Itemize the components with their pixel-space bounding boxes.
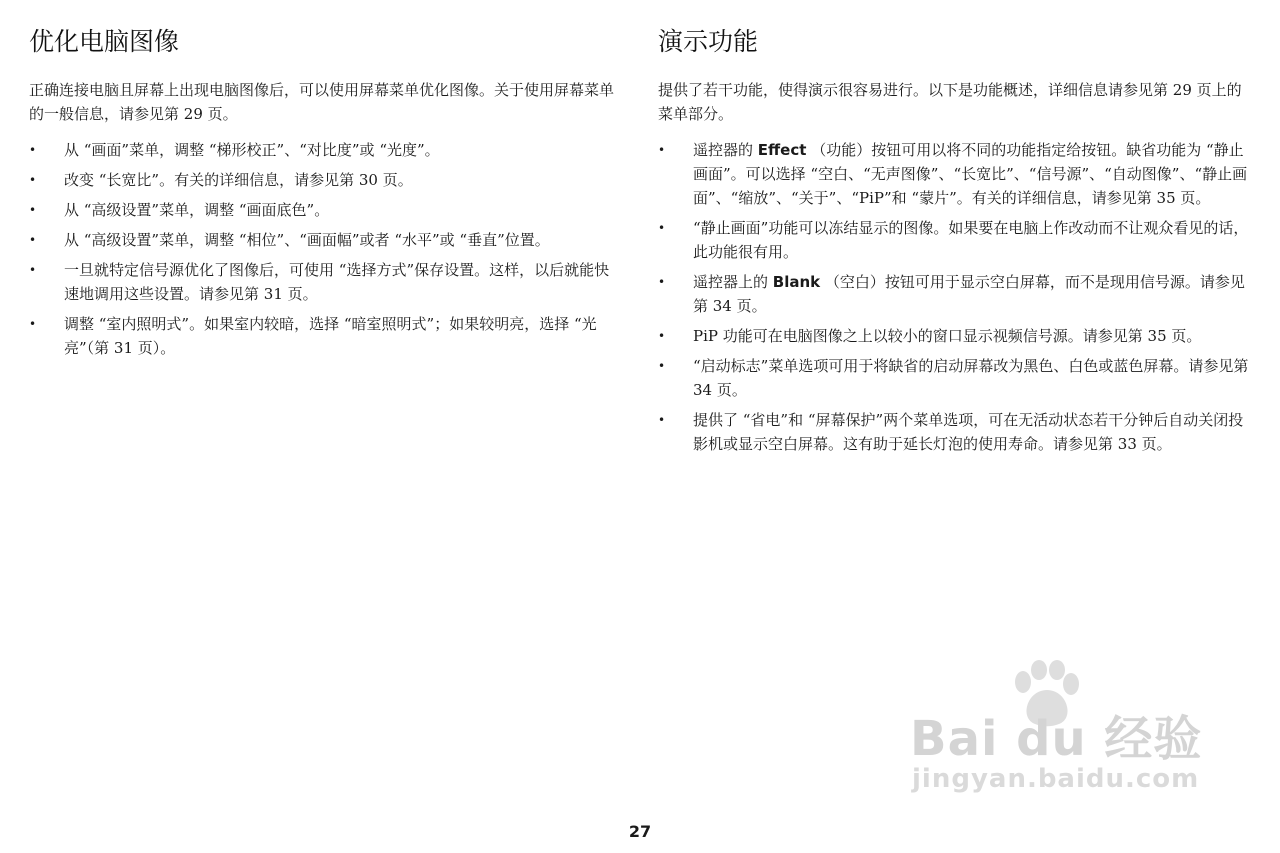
bullet-icon: • (658, 413, 666, 427)
list-item-text: 从 “高级设置”菜单，调整 “相位”、“画面幅”或者 “水平”或 “垂直”位置。 (64, 231, 550, 249)
bullet-icon: • (29, 173, 37, 187)
intro-paragraph: 正确连接电脑且屏幕上出现电脑图像后，可以使用屏幕菜单优化图像。关于使用屏幕菜单的一般信息，请参见第 29 页。 (29, 81, 615, 123)
bullet-icon: • (29, 203, 37, 217)
list-item-text-post: （空白）按钮可用于显示空白屏幕，而不是现用信号源。请参见第 34 页。 (693, 273, 1245, 315)
list-item (658, 138, 1250, 210)
bullet-list (29, 138, 619, 360)
bullet-icon: • (29, 233, 37, 247)
left-column (29, 24, 619, 366)
list-item (658, 408, 1250, 456)
list-item (658, 324, 1250, 348)
list-item (29, 138, 619, 162)
bullet-icon: • (29, 317, 37, 331)
bullet-icon: • (29, 263, 37, 277)
list-item (658, 216, 1250, 264)
list-item-text: “静止画面”功能可以冻结显示的图像。如果要在电脑上作改动而不让观众看见的话，此功能很有用。 (693, 219, 1249, 261)
list-item-text: 改变 “长宽比”。有关的详细信息，请参见第 30 页。 (64, 171, 413, 189)
blank-button-label: Blank (772, 273, 821, 291)
list-item (658, 354, 1250, 402)
bullet-icon: • (658, 329, 666, 343)
watermark-url: jingyan.baidu.com (912, 764, 1200, 794)
list-item-text: 提供了 “省电”和 “屏幕保护”两个菜单选项，可在无活动状态若干分钟后自动关闭投影机或显示空白屏幕。这有助于延长灯泡的使用寿命。请参见第 33 页。 (693, 411, 1244, 453)
list-item-text: 从 “高级设置”菜单，调整 “画面底色”。 (64, 201, 330, 219)
page-number: 27 (628, 822, 652, 841)
section-title-presentation-features: 演示功能 (658, 27, 759, 56)
list-item (29, 312, 619, 360)
list-item-text-pre: 遥控器的 (693, 141, 758, 159)
bullet-icon: • (29, 143, 37, 157)
list-item-text-post: （功能）按钮可用以将不同的功能指定给按钮。缺省功能为 “静止画面”。可以选择 “空白、“无声图像”、“长宽比”、“信号源”、“自动图像”、“静止画面”、“缩放”、“关于”、“PiP”和 “蒙片”。有关的详细信息，请参见第 35 页。 (693, 141, 1248, 207)
list-item-text: 从 “画面”菜单，调整 “梯形校正”、“对比度”或 “光度”。 (64, 141, 440, 159)
list-item (658, 270, 1250, 318)
list-item-text: PiP 功能可在电脑图像之上以较小的窗口显示视频信号源。请参见第 35 页。 (693, 327, 1202, 345)
list-item-text-pre: 遥控器上的 (693, 273, 773, 291)
list-item (29, 168, 619, 192)
list-item (29, 198, 619, 222)
bullet-icon: • (658, 359, 666, 373)
list-item-text: 调整 “室内照明式”。如果室内较暗，选择 “暗室照明式”；如果较明亮，选择 “光亮”（第 31 页）。 (64, 315, 597, 357)
list-item (29, 228, 619, 252)
section-title-optimize-image: 优化电脑图像 (29, 27, 180, 56)
effect-button-label: Effect (757, 141, 807, 159)
intro-paragraph: 提供了若干功能，使得演示很容易进行。以下是功能概述，详细信息请参见第 29 页上的菜单部分。 (658, 81, 1242, 123)
list-item-text: “启动标志”菜单选项可用于将缺省的启动屏幕改为黑色、白色或蓝色屏幕。请参见第 34 页。 (693, 357, 1249, 399)
right-column (658, 24, 1250, 462)
list-item-text: 一旦就特定信号源优化了图像后，可使用 “选择方式”保存设置。这样，以后就能快速地调用这些设置。请参见第 31 页。 (64, 261, 610, 303)
list-item (29, 258, 619, 306)
bullet-icon: • (658, 143, 666, 157)
bullet-list (658, 138, 1250, 456)
baidu-jingyan-watermark (910, 660, 1210, 810)
bullet-icon: • (658, 275, 666, 289)
bullet-icon: • (658, 221, 666, 235)
watermark-logo-text: Bai du 经验 (910, 711, 1203, 767)
